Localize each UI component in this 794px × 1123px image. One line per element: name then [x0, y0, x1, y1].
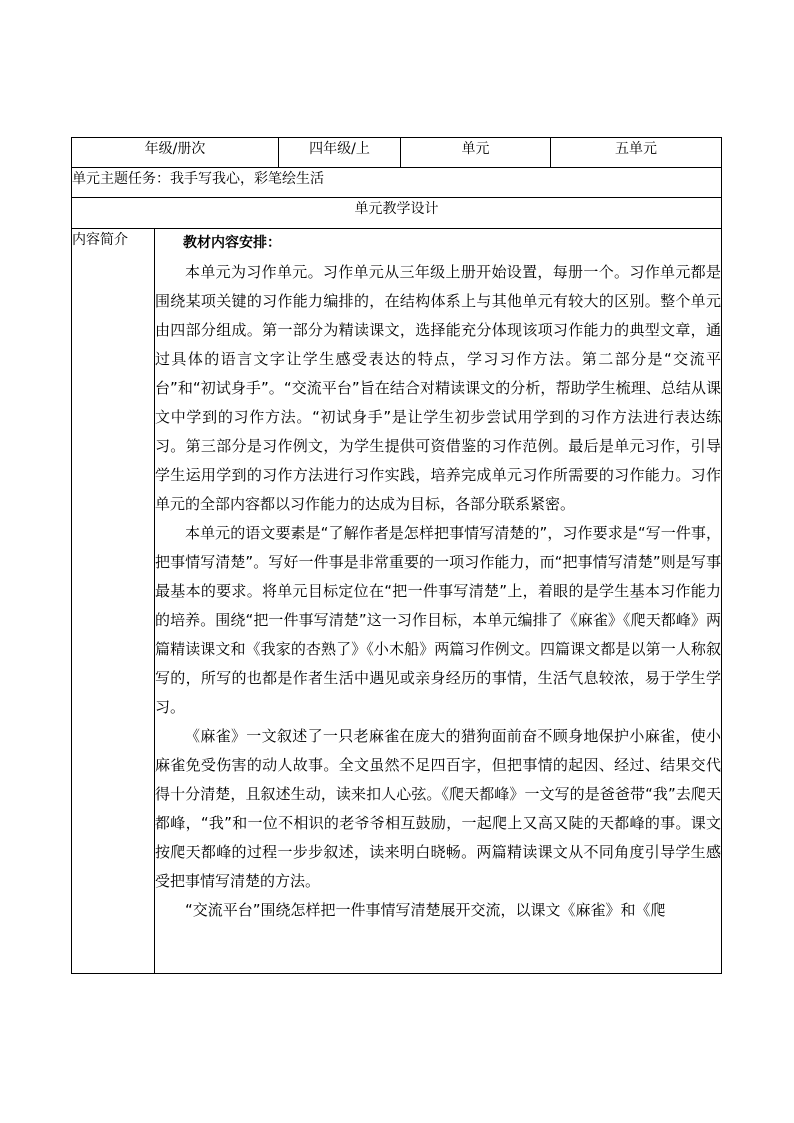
unit-theme: 单元主题任务：我手写我心，彩笔绘生活 [72, 168, 722, 198]
design-title: 单元教学设计 [72, 198, 722, 229]
unit-plan-table [71, 137, 722, 974]
content-label: 内容简介 [72, 229, 155, 974]
content-body [155, 229, 722, 974]
content-paragraph: 本单元的语文要素是“了解作者是怎样把事情写清楚的”，习作要求是“写一件事，把事情写清楚”。写好一件事是非常重要的一项习作能力，而“把事情写清楚”则是写事最基本的要求。将单元目标定位在“把一件事写清楚”上，着眼的是学生基本习作能力的培养。围绕“把一件事写清楚”这一习作目标，本单元编排了《麻雀》《爬天都峰》两篇精读课文和《我家的杏熟了》《小木船》两篇习作例文。四篇课文都是以第一人称叙写的，所写的也都是作者生活中遇见或亲身经历的事情，生活气息较浓，易于学生学习。 [155, 524, 721, 716]
content-subheading: 教材内容安排： [183, 235, 281, 251]
content-row [72, 229, 722, 974]
content-paragraph: 《麻雀》一文叙述了一只老麻雀在庞大的猎狗面前奋不顾身地保护小麻雀，使小麻雀免受伤害的动人故事。全文虽然不足四百字，但把事情的起因、经过、结果交代得十分清楚，且叙述生动，读来扣人心弦。《爬天都峰》一文写的是爸爸带“我”去爬天都峰，“我”和一位不相识的老爷爷相互鼓励，一起爬上又高又陡的天都峰的事。课文按爬天都峰的过程一步步叙述，读来明白晓畅。两篇精读课文从不同角度引导学生感受把事情写清楚的方法。 [155, 727, 721, 890]
meta-row [72, 138, 722, 168]
content-paragraph: 本单元为习作单元。习作单元从三年级上册开始设置，每册一个。习作单元都是围绕某项关键的习作能力编排的，在结构体系上与其他单元有较大的区别。整个单元由四部分组成。第一部分为精读课文，选择能充分体现该项习作能力的典型文章，通过具体的语言文字让学生感受表达的特点，学习习作方法。第二部分是“交流平台”和“初试身手”。“交流平台”旨在结合对精读课文的分析，帮助学生梳理、总结从课文中学到的习作方法。“初试身手”是让学生初步尝试用学到的习作方法进行表达练习。第三部分是习作例文，为学生提供可资借鉴的习作范例。最后是单元习作，引导学生运用学到的习作方法进行习作实践，培养完成单元习作所需要的习作能力。习作单元的全部内容都以习作能力的达成为目标，各部分联系紧密。 [155, 263, 721, 513]
content-paragraph: “交流平台”围绕怎样把一件事情写清楚展开交流，以课文《麻雀》和《爬 [185, 901, 666, 919]
grade-value: 四年级/上 [279, 138, 401, 168]
unit-value: 五单元 [551, 138, 722, 168]
design-title-row [72, 198, 722, 229]
grade-label: 年级/册次 [72, 138, 279, 168]
theme-row [72, 168, 722, 198]
unit-label: 单元 [401, 138, 551, 168]
